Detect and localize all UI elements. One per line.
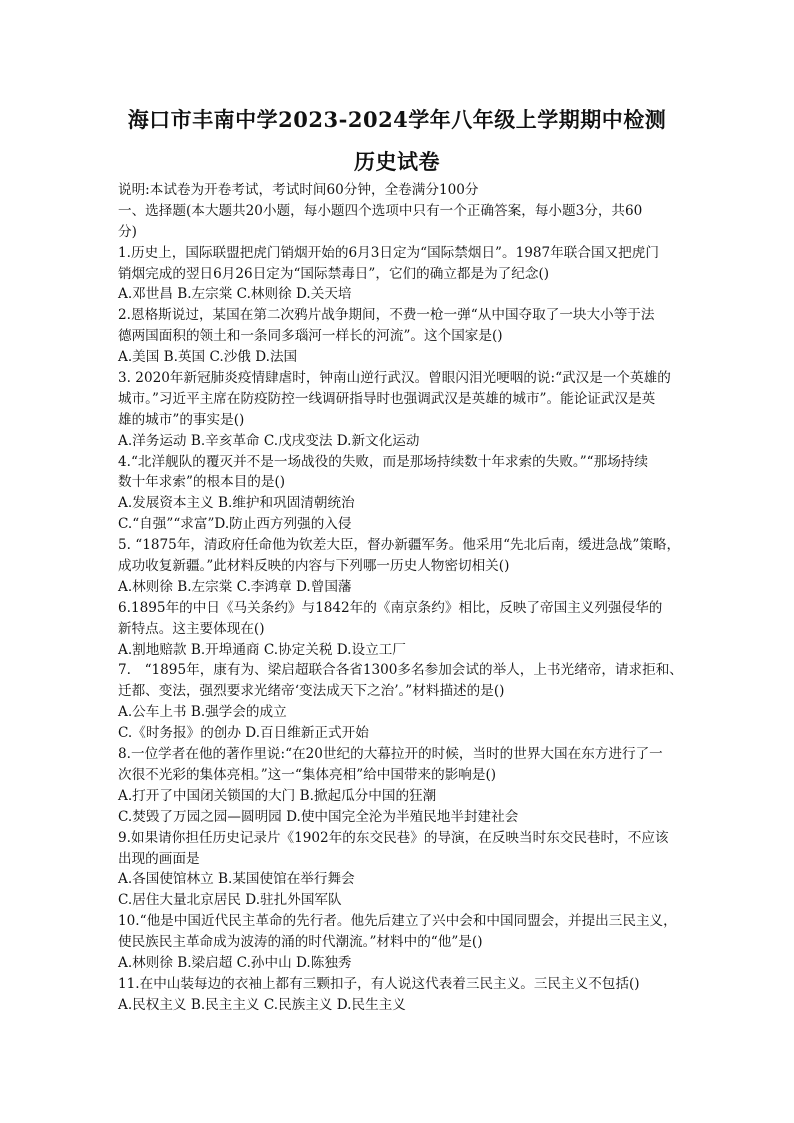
text-line: 成功收复新疆。”此材料反映的内容与下列哪一历史人物密切相关() <box>118 558 510 575</box>
text-line: 9.如果请你担任历史记录片《1902年的东交民巷》的导演，在反映当时东交民巷时，不应该 <box>118 829 669 846</box>
text-line: 7. “1895年，康有为、梁启超联合各省1300多名参加会试的举人，上书光绪帝，请求拒和、 <box>118 662 683 679</box>
text-line: C.《时务报》的创办 D.百日维新正式开始 <box>118 725 369 742</box>
text-line: 新特点。这主要体现在() <box>118 620 265 637</box>
text-line: 分) <box>118 223 137 240</box>
text-line: 数十年求索”的根本目的是() <box>118 474 286 491</box>
exam-title: 海口市丰南中学2023-2024学年八年级上学期期中检测 <box>127 107 667 132</box>
text-line: 6.1895年的中日《马关条约》与1842年的《南京条约》相比，反映了帝国主义列强侵华的 <box>118 599 663 616</box>
text-line: 4.“北洋舰队的覆灭并不是一场战役的失败，而是那场持续数十年求索的失败。”“那场持续 <box>118 453 648 470</box>
text-line: 雄的城市”的事实是() <box>118 411 245 428</box>
text-line: A.邓世昌 B.左宗棠 C.林则徐 D.关天培 <box>118 286 352 303</box>
text-line: 一、选择题(本大题共20小题，每小题四个选项中只有一个正确答案，每小题3分，共60 <box>118 202 643 219</box>
text-line: 3. 2020年新冠肺炎疫情肆虐时，钟南山逆行武汉。曾眼闪泪光哽咽的说:“武汉是一个英雄的 <box>118 370 671 387</box>
text-line: 出现的画面是 <box>118 850 200 867</box>
text-line: A.各国使馆林立 B.某国使馆在举行舞会 <box>118 871 355 888</box>
text-line: 使民族民主革命成为波涛的涌的时代潮流。”材料中的“他”是() <box>118 934 483 951</box>
exam-subtitle: 历史试卷 <box>354 149 440 174</box>
text-line: A.发展资本主义 B.维护和巩固清朝统治 <box>118 495 355 512</box>
text-line: 8.一位学者在他的著作里说:“在20世纪的大幕拉开的时候，当时的世界大国在东方进行了一 <box>118 746 663 763</box>
text-line: 德两国面积的领土和一条同多瑙河一样长的河流”。这个国家是() <box>118 328 503 345</box>
text-line: A.洋务运动 B.辛亥革命 C.戊戌变法 D.新文化运动 <box>118 432 420 449</box>
exam-body <box>118 180 683 1016</box>
text-line: A.林则徐 B.梁启超 C.孙中山 D.陈独秀 <box>118 954 352 971</box>
text-line: C.焚毁了万园之园—圆明园 D.使中国完全沦为半殖民地半封建社会 <box>118 808 519 825</box>
text-line: A.美国 B.英国 C.沙俄 D.法国 <box>118 349 298 366</box>
text-line: A.割地赔款 B.开埠通商 C.协定关税 D.设立工厂 <box>118 641 406 658</box>
text-line: C.“自强”“求富”D.防止西方列强的入侵 <box>118 516 352 533</box>
text-line: A.公车上书 B.强学会的成立 <box>118 704 287 721</box>
text-line: 11.在中山装每边的衣袖上都有三颗扣子，有人说这代表着三民主义。三民主义不包括() <box>118 975 640 992</box>
text-line: 次很不光彩的集体亮相。”这一“集体亮相”给中国带来的影响是() <box>118 766 497 783</box>
text-line: 说明:本试卷为开卷考试，考试时间60分钟，全卷满分100分 <box>118 182 479 198</box>
text-line: A.民权主义 B.民主主义 C.民族主义 D.民生主义 <box>118 996 406 1013</box>
text-line: C.居住大量北京居民 D.驻扎外国军队 <box>118 892 342 909</box>
text-line: 2.恩格斯说过，某国在第二次鸦片战争期间，不费一枪一弹“从中国夺取了一块大小等于法 <box>118 307 655 324</box>
text-line: 1.历史上，国际联盟把虎门销烟开始的6月3日定为“国际禁烟日”。1987年联合国又把虎门 <box>118 244 659 261</box>
text-line: 迁都、变法，强烈要求光绪帝‘变法成天下之治’。”材料描述的是() <box>118 683 505 700</box>
text-line: A.林则徐 B.左宗棠 C.李鸿章 D.曾国藩 <box>118 578 352 595</box>
text-line: 10.“他是中国近代民主革命的先行者。他先后建立了兴中会和中国同盟会，并提出三民主义， <box>118 913 677 930</box>
text-line: A.打开了中国闭关锁国的大门 B.掀起瓜分中国的狂潮 <box>118 787 437 804</box>
text-line: 销烟完成的翌日6月26日定为“国际禁毒日”，它们的确立都是为了纪念() <box>118 265 550 282</box>
text-line: 城市。”习近平主席在防疫防控一线调研指导时也强调武汉是英雄的城市”。能论证武汉是英 <box>118 390 656 407</box>
text-line: 5. “1875年，清政府任命他为钦差大臣，督办新疆军务。他采用“先北后南，缓进急战”策略， <box>118 537 681 554</box>
